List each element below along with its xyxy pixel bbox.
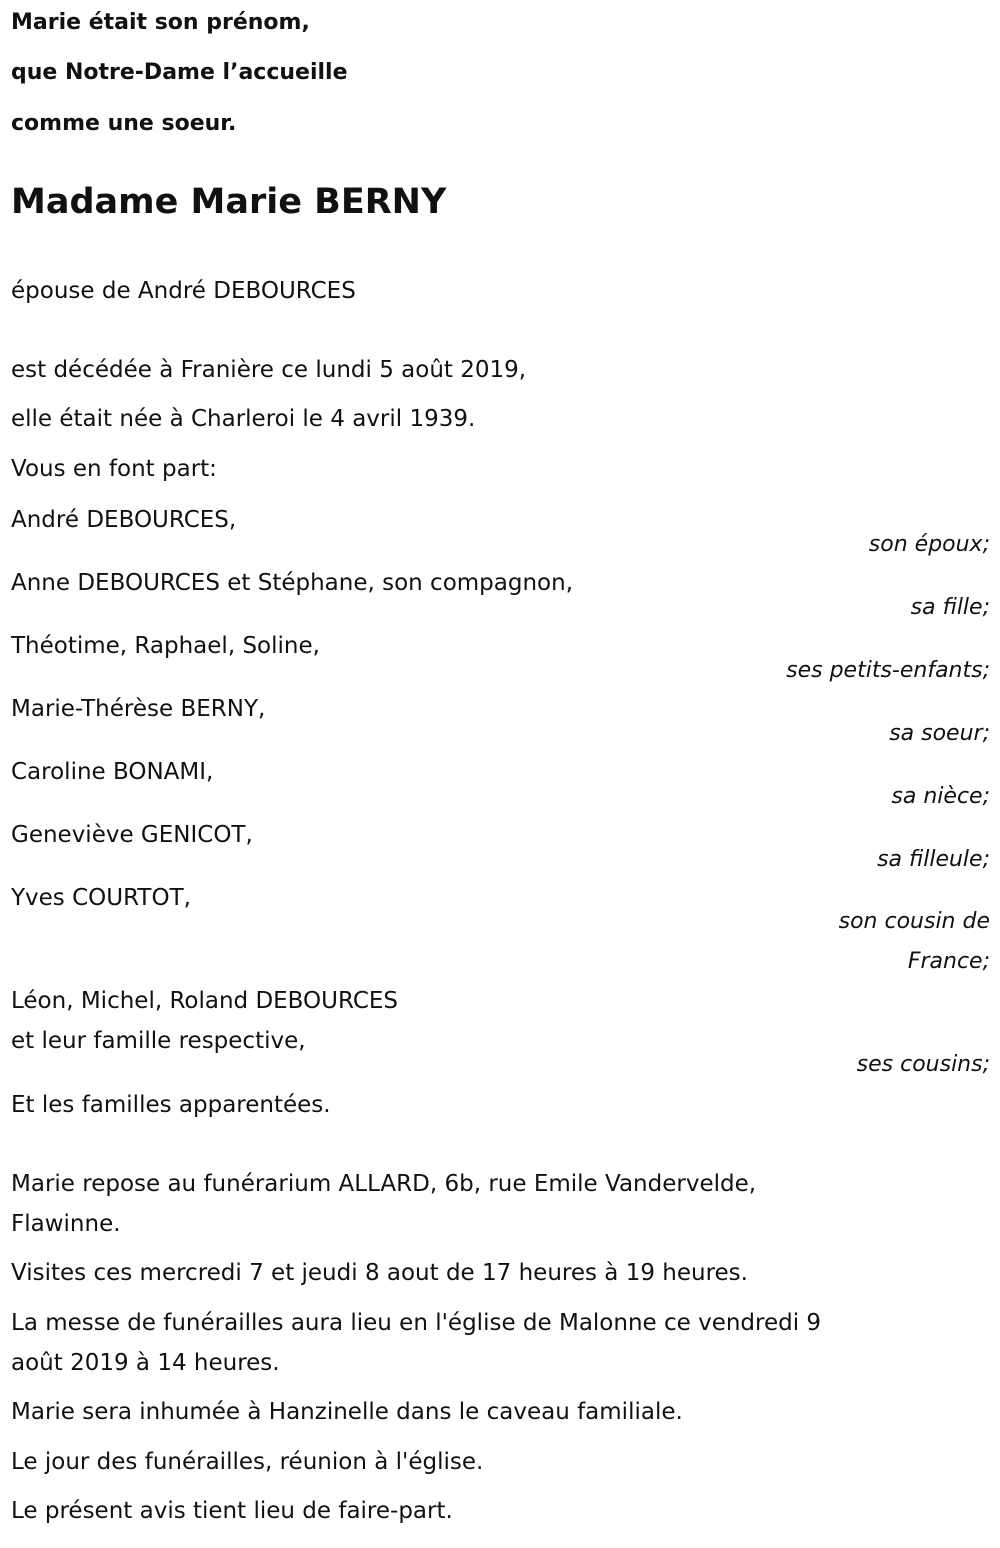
family-role-cont: France; xyxy=(907,949,990,974)
detail-line: Visites ces mercredi 7 et jeudi 8 aout de 17 heures à 19 heures. xyxy=(11,1260,748,1286)
family-name: Marie-Thérèse BERNY, xyxy=(11,696,266,722)
family-name: André DEBOURCES, xyxy=(11,507,237,533)
family-role: son époux; xyxy=(868,532,990,557)
families-line: Et les familles apparentées. xyxy=(11,1092,331,1118)
birth-line: elle était née à Charleroi le 4 avril 1939. xyxy=(11,406,476,432)
family-name: Théotime, Raphael, Soline, xyxy=(11,633,320,659)
family-role: sa nièce; xyxy=(891,784,990,809)
detail-line: Marie repose au funérarium ALLARD, 6b, rue Emile Vandervelde, xyxy=(11,1171,757,1197)
family-role: sa filleule; xyxy=(877,847,990,872)
intro-line-3: comme une soeur. xyxy=(11,111,237,136)
family-role: sa fille; xyxy=(910,595,990,620)
family-role: son cousin de xyxy=(838,909,990,934)
family-name: Léon, Michel, Roland DEBOURCES xyxy=(11,988,399,1014)
detail-line: Flawinne. xyxy=(11,1211,121,1237)
family-role: sa soeur; xyxy=(889,721,990,746)
family-role: ses petits-enfants; xyxy=(786,658,990,683)
intro-line-1: Marie était son prénom, xyxy=(11,10,310,35)
family-role: ses cousins; xyxy=(856,1052,990,1077)
intro-line-2: que Notre-Dame l’accueille xyxy=(11,60,348,85)
detail-line: août 2019 à 14 heures. xyxy=(11,1350,280,1376)
detail-line: Marie sera inhumée à Hanzinelle dans le caveau familiale. xyxy=(11,1399,683,1425)
death-line: est décédée à Franière ce lundi 5 août 2019, xyxy=(11,357,527,383)
spouse-line: épouse de André DEBOURCES xyxy=(11,278,356,304)
family-name: Yves COURTOT, xyxy=(11,885,191,911)
family-name: Caroline BONAMI, xyxy=(11,759,214,785)
detail-line: Le présent avis tient lieu de faire-part. xyxy=(11,1498,453,1524)
detail-line: La messe de funérailles aura lieu en l'église de Malonne ce vendredi 9 xyxy=(11,1310,822,1336)
detail-line: Le jour des funérailles, réunion à l'église. xyxy=(11,1449,484,1475)
family-name: Anne DEBOURCES et Stéphane, son compagnon, xyxy=(11,570,574,596)
page-title: Madame Marie BERNY xyxy=(11,182,447,222)
announce-line: Vous en font part: xyxy=(11,456,217,482)
family-name: Geneviève GENICOT, xyxy=(11,822,253,848)
family-name-cont: et leur famille respective, xyxy=(11,1028,306,1054)
